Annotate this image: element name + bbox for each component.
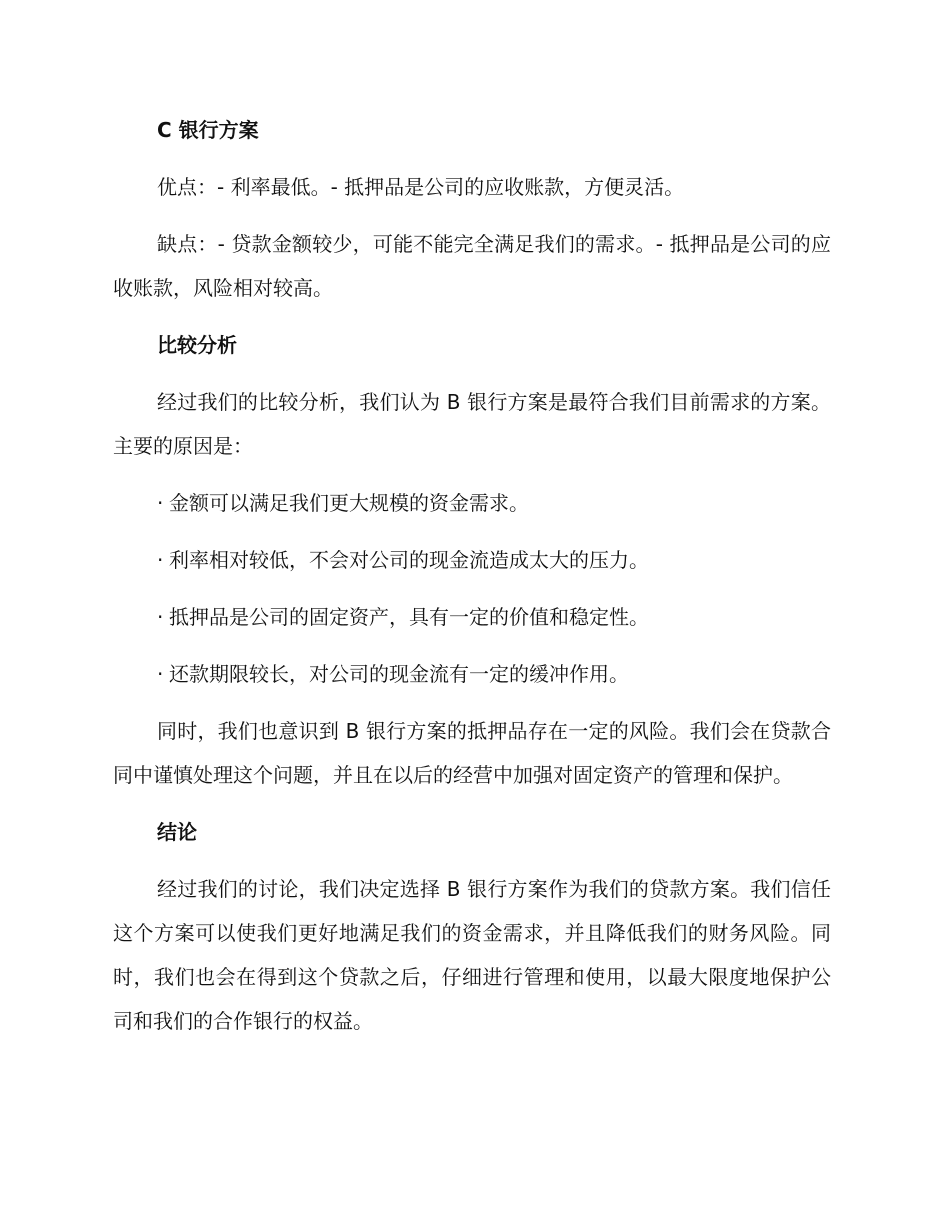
bullet-text: 还款期限较长，对公司的现金流有一定的缓冲作用。 (169, 662, 629, 686)
bullet-marker: · (157, 605, 164, 629)
analysis-bullet (113, 538, 831, 582)
conclusion-text: 经过我们的讨论，我们决定选择 B 银行方案作为我们的贷款方案。我们信任这个方案可以使我们更好地满足我们的资金需求，并且降低我们的财务风险。同时，我们也会在得到这个贷款之后，仔细进行管理和使用，以最大限度地保护公司和我们的合作银行的权益。 (113, 877, 831, 1033)
bullet-text: 利率相对较低，不会对公司的现金流造成太大的压力。 (169, 548, 649, 572)
bullet-marker: · (157, 548, 164, 572)
analysis-bullet (113, 652, 831, 696)
bullet-marker: · (157, 491, 164, 515)
c-bank-cons: 缺点：- 贷款金额较少，可能不能完全满足我们的需求。- 抵押品是公司的应收账款，风险相对较高。 (113, 232, 831, 300)
analysis-intro: 经过我们的比较分析，我们认为 B 银行方案是最符合我们目前需求的方案。主要的原因是： (113, 390, 831, 458)
section-heading-analysis: 比较分析 (157, 333, 237, 357)
bullet-text: 金额可以满足我们更大规模的资金需求。 (169, 491, 529, 515)
c-bank-pros: 优点：- 利率最低。- 抵押品是公司的应收账款，方便灵活。 (157, 175, 685, 199)
section-heading-c-bank: C 银行方案 (157, 118, 259, 142)
section-heading-conclusion: 结论 (157, 820, 197, 844)
analysis-bullet (113, 595, 831, 639)
analysis-bullet (113, 481, 831, 525)
bullet-marker: · (157, 662, 164, 686)
document-body (113, 108, 831, 1056)
bullet-text: 抵押品是公司的固定资产，具有一定的价值和稳定性。 (169, 605, 649, 629)
analysis-risk: 同时，我们也意识到 B 银行方案的抵押品存在一定的风险。我们会在贷款合同中谨慎处理这个问题，并且在以后的经营中加强对固定资产的管理和保护。 (113, 719, 831, 787)
